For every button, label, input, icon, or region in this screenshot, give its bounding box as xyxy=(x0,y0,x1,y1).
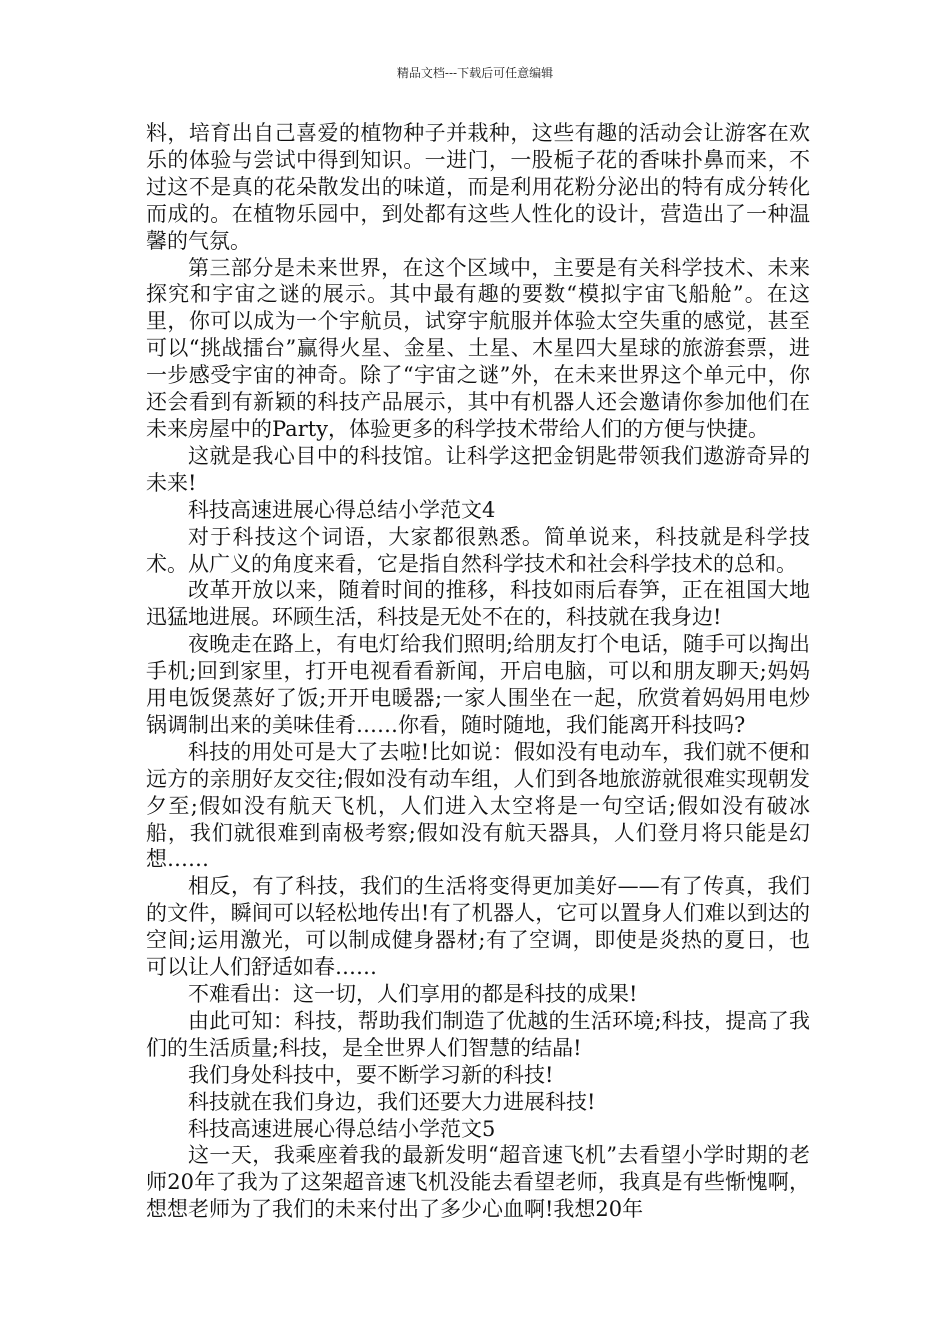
paragraph: 不难看出：这一切，人们享用的都是科技的成果! xyxy=(188,982,638,1006)
paragraph: 对于科技这个词语，大家都很熟悉。简单说来，科技就是科学技术。从广义的角度来看，它是指自然科学技术和社会科学技术的总和。 xyxy=(146,524,810,576)
paragraph: 改革开放以来，随着时间的推移，科技如雨后春笋，正在祖国大地迅猛地进展。环顾生活，科技是无处不在的，科技就在我身边! xyxy=(146,578,810,630)
paragraph: 由此可知：科技，帮助我们制造了优越的生活环境;科技，提高了我们的生活质量;科技，是全世界人们智慧的结晶! xyxy=(146,1008,810,1060)
paragraph: 这一天，我乘座着我的最新发明“超音速飞机”去看望小学时期的老师20年了我为了这架超音速飞机没能去看望老师，我真是有些惭愧啊，想想老师为了我们的未来付出了多少心血啊!我想20年 xyxy=(146,1143,810,1222)
section-heading: 科技高速进展心得总结小学范文5 xyxy=(188,1116,496,1141)
paragraph: 这就是我心目中的科技馆。让科学这把金钥匙带领我们遨游奇异的未来! xyxy=(146,443,810,495)
section-heading: 科技高速进展心得总结小学范文4 xyxy=(188,497,496,522)
paragraph: 第三部分是未来世界，在这个区域中，主要是有关科学技术、未来探究和宇宙之谜的展示。其中最有趣的要数“模拟宇宙飞船舱”。在这里，你可以成为一个宇航员，试穿宇航服并体验太空失重的感觉，甚至可以“挑战擂台”赢得火星、金星、土星、木星四大星球的旅游套票，进一步感受宇宙的神奇。除了“宇宙之谜”外，在未来世界这个单元中，你还会看到有新颖的科技产品展示，其中有机器人还会邀请你参加他们在未来房屋中的Party，体验更多的科学技术带给人们的方便与快捷。 xyxy=(146,255,810,441)
paragraph: 料，培育出自己喜爱的植物种子并栽种，这些有趣的活动会让游客在欢乐的体验与尝试中得到知识。一进门，一股栀子花的香味扑鼻而来，不过这不是真的花朵散发出的味道，而是利用花粉分泌出的特有成分转化而成的。在植物乐园中，到处都有这些人性化的设计，营造出了一种温馨的气氛。 xyxy=(146,121,810,253)
paragraph: 我们身处科技中，要不断学习新的科技! xyxy=(188,1062,554,1087)
paragraph: 相反，有了科技，我们的生活将变得更加美好——有了传真，我们的文件，瞬间可以轻松地传出!有了机器人，它可以置身人们难以到达的空间;运用激光，可以制成健身器材;有了空调，即使是炎热的夏日，也可以让人们舒适如春…… xyxy=(146,874,810,980)
document-body xyxy=(146,120,810,1223)
paragraph: 科技就在我们身边，我们还要大力进展科技! xyxy=(188,1089,596,1114)
paragraph: 夜晚走在路上，有电灯给我们照明;给朋友打个电话，随手可以掏出手机;回到家里，打开电视看看新闻，开启电脑，可以和朋友聊天;妈妈用电饭煲蒸好了饭;开开电暖器;一家人围坐在一起，欣赏着妈妈用电炒锅调制出来的美味佳肴……你看，随时随地，我们能离开科技吗? xyxy=(146,632,810,737)
page-header: 精品文档---下载后可任意编辑 xyxy=(396,66,554,80)
paragraph: 科技的用处可是大了去啦!比如说：假如没有电动车，我们就不便和远方的亲朋好友交往;假如没有动车组，人们到各地旅游就很难实现朝发夕至;假如没有航天飞机，人们进入太空将是一句空话;假如没有破冰船，我们就很难到南极考察;假如没有航天器具，人们登月将只能是幻想…… xyxy=(146,739,810,872)
